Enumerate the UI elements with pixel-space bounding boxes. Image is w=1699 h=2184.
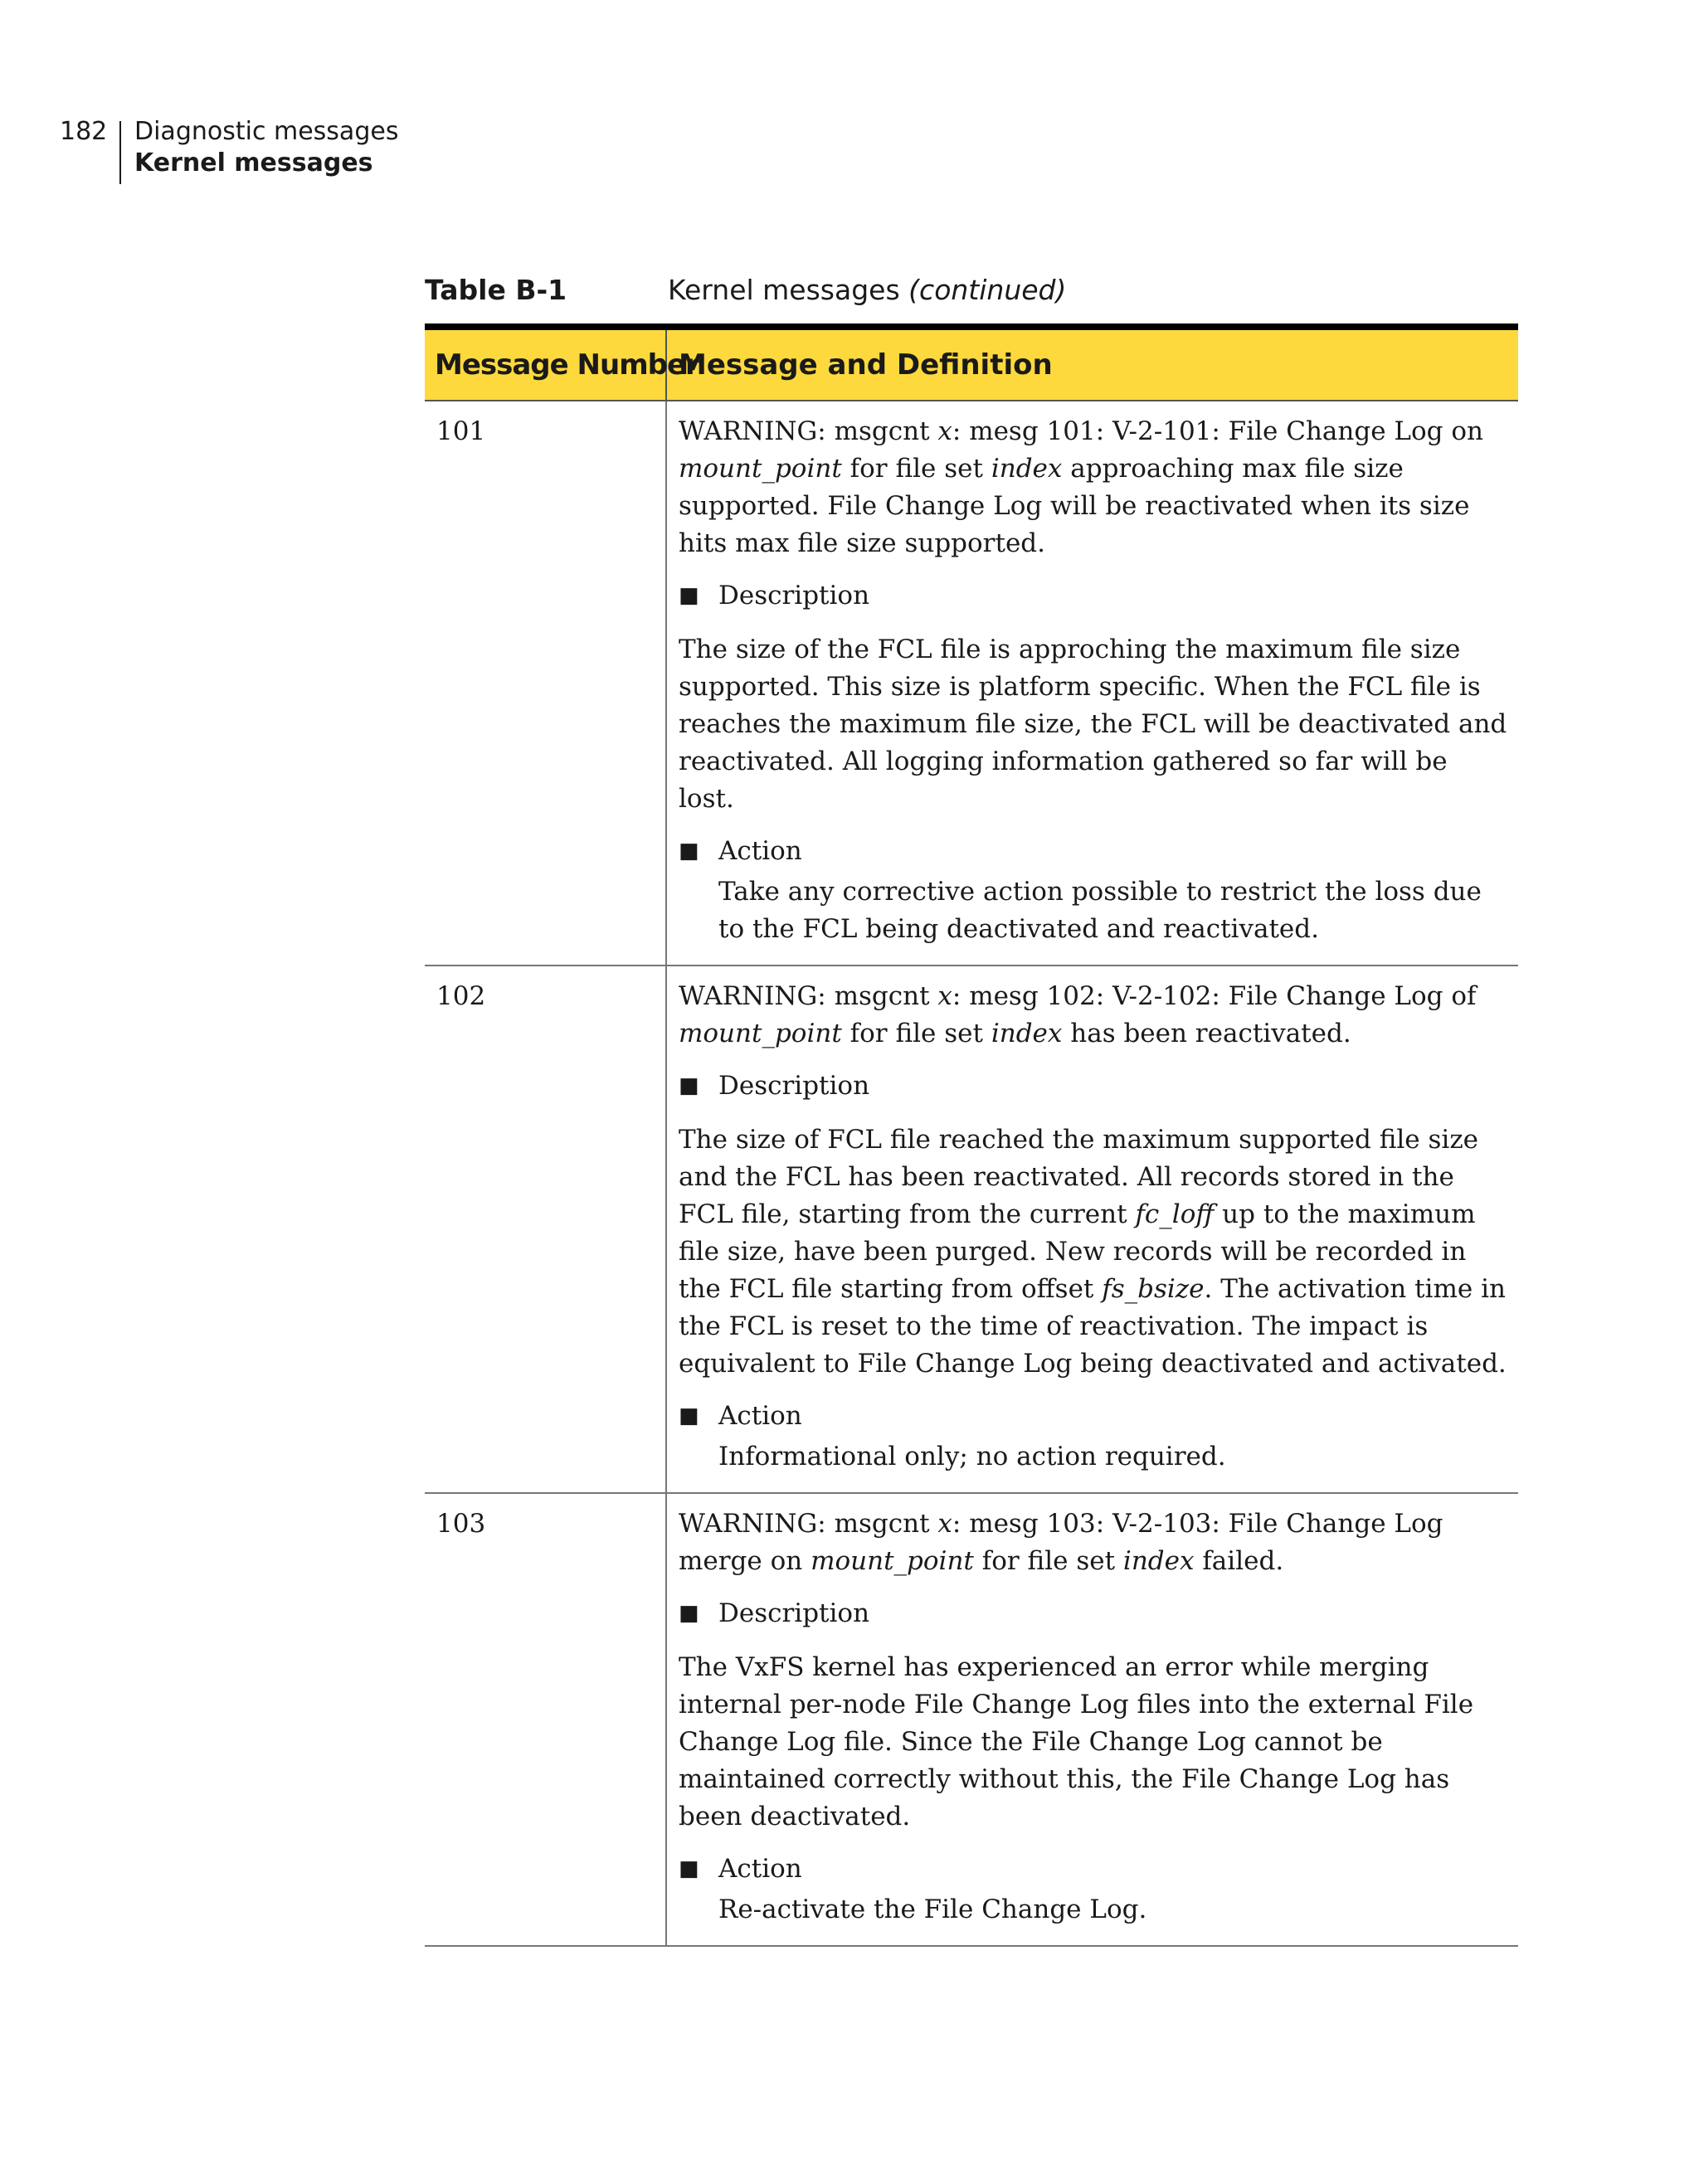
bullet-square-icon: ■ xyxy=(679,1601,699,1626)
table-caption xyxy=(425,274,1518,307)
message-definition xyxy=(667,966,1518,1492)
message-number: 101 xyxy=(425,401,667,965)
warning-suffix: approaching max file size supported. File Change Log will be reactivated when its size hits max file size supported. xyxy=(679,454,1470,558)
message-number: 102 xyxy=(425,966,667,1492)
warning-message xyxy=(679,978,1508,1053)
message-definition xyxy=(667,1494,1518,1945)
table-title-text: Kernel messages xyxy=(668,274,900,306)
table-row xyxy=(425,1494,1518,1947)
message-number: 103 xyxy=(425,1494,667,1945)
table-header-row xyxy=(425,330,1518,401)
warning-suffix: failed. xyxy=(1194,1546,1284,1576)
table-label: Table B-1 xyxy=(425,274,567,306)
action-bullet xyxy=(679,1851,1508,1888)
bullet-square-icon: ■ xyxy=(679,1403,699,1428)
bullet-square-icon: ■ xyxy=(679,1856,699,1881)
warning-mid2: for file set xyxy=(841,1019,991,1048)
action-label: Action xyxy=(718,1854,802,1884)
warning-mid2: for file set xyxy=(973,1546,1123,1576)
description-text: The size of the FCL file is approching the maximum file size supported. This size is platform specific. When the FCL file is reaches the maximum file size, the FCL will be deactivated and reactivated. All logging information gathered so far will be lost. xyxy=(679,635,1507,814)
description-label: Description xyxy=(718,581,870,610)
description-part-a: The size of FCL file reached the maximum supported file size and the FCL has been reactivated. All records stored in the FCL file, starting from the current xyxy=(679,1125,1479,1229)
action-label: Action xyxy=(718,836,802,866)
warning-var-x: x xyxy=(937,1509,952,1539)
column-header-message-number: Message Number xyxy=(425,330,667,400)
warning-message xyxy=(679,1505,1508,1580)
warning-mid: : mesg 103: V-2-103: File Change Log merge on xyxy=(679,1509,1443,1576)
warning-var-index: index xyxy=(991,1019,1063,1048)
description-bullet xyxy=(679,577,1508,615)
warning-prefix: WARNING: msgcnt xyxy=(679,416,938,446)
warning-var-index: index xyxy=(991,454,1063,484)
warning-var-mount-point: mount_point xyxy=(679,454,842,484)
action-bullet xyxy=(679,1398,1508,1435)
warning-var-mount-point: mount_point xyxy=(811,1546,974,1576)
warning-var-index: index xyxy=(1122,1546,1195,1576)
warning-message xyxy=(679,413,1508,562)
table-continued: (continued) xyxy=(908,274,1067,306)
action-bullet xyxy=(679,833,1508,870)
warning-suffix: has been reactivated. xyxy=(1062,1019,1351,1048)
description-bullet xyxy=(679,1068,1508,1105)
description-label: Description xyxy=(718,1071,870,1101)
description-text: The VxFS kernel has experienced an error while merging internal per-node File Change Log files into the external File Change Log file. Since the File Change Log cannot be maintained correctly without this, the File Change Log has been deactivated. xyxy=(679,1652,1474,1831)
table-top-rule xyxy=(425,323,1518,330)
message-definition xyxy=(667,401,1518,965)
warning-mid: : mesg 102: V-2-102: File Change Log of xyxy=(952,981,1477,1011)
warning-mid: : mesg 101: V-2-101: File Change Log on xyxy=(952,416,1483,446)
action-text: Take any corrective action possible to restrict the loss due to the FCL being deactivated and reactivated. xyxy=(718,877,1482,944)
bullet-square-icon: ■ xyxy=(679,839,699,863)
column-header-message-definition: Message and Definition xyxy=(679,348,1053,382)
warning-prefix: WARNING: msgcnt xyxy=(679,981,938,1011)
description-bullet xyxy=(679,1595,1508,1632)
description-var-fc-loff: fc_loff xyxy=(1135,1199,1215,1229)
bullet-square-icon: ■ xyxy=(679,583,699,608)
table-title xyxy=(668,274,1066,307)
header-section-title: Diagnostic messages xyxy=(134,117,399,146)
action-text: Re-activate the File Change Log. xyxy=(718,1895,1147,1924)
warning-var-x: x xyxy=(937,981,952,1011)
description-part-b: up to the maximum file size, have been purged. New records will be recorded in the FCL file starting from offset xyxy=(679,1199,1476,1304)
page-number: 182 xyxy=(60,117,108,146)
action-label: Action xyxy=(718,1401,802,1431)
table-row xyxy=(425,401,1518,966)
description-label: Description xyxy=(718,1598,870,1628)
description-part-c: . The activation time in the FCL is reset to the time of reactivation. The impact is equivalent to File Change Log being deactivated and activated. xyxy=(679,1274,1507,1379)
header-divider xyxy=(119,121,121,184)
bullet-square-icon: ■ xyxy=(679,1073,699,1098)
warning-var-mount-point: mount_point xyxy=(679,1019,842,1048)
table-row xyxy=(425,966,1518,1494)
header-subsection-title: Kernel messages xyxy=(134,148,373,178)
kernel-messages-table xyxy=(425,323,1518,1947)
description-text xyxy=(679,1121,1508,1383)
warning-prefix: WARNING: msgcnt xyxy=(679,1509,938,1539)
description-var-fs-bsize: fs_bsize xyxy=(1102,1274,1205,1304)
action-text: Informational only; no action required. xyxy=(718,1442,1226,1471)
warning-mid2: for file set xyxy=(841,454,991,484)
warning-var-x: x xyxy=(937,416,952,446)
